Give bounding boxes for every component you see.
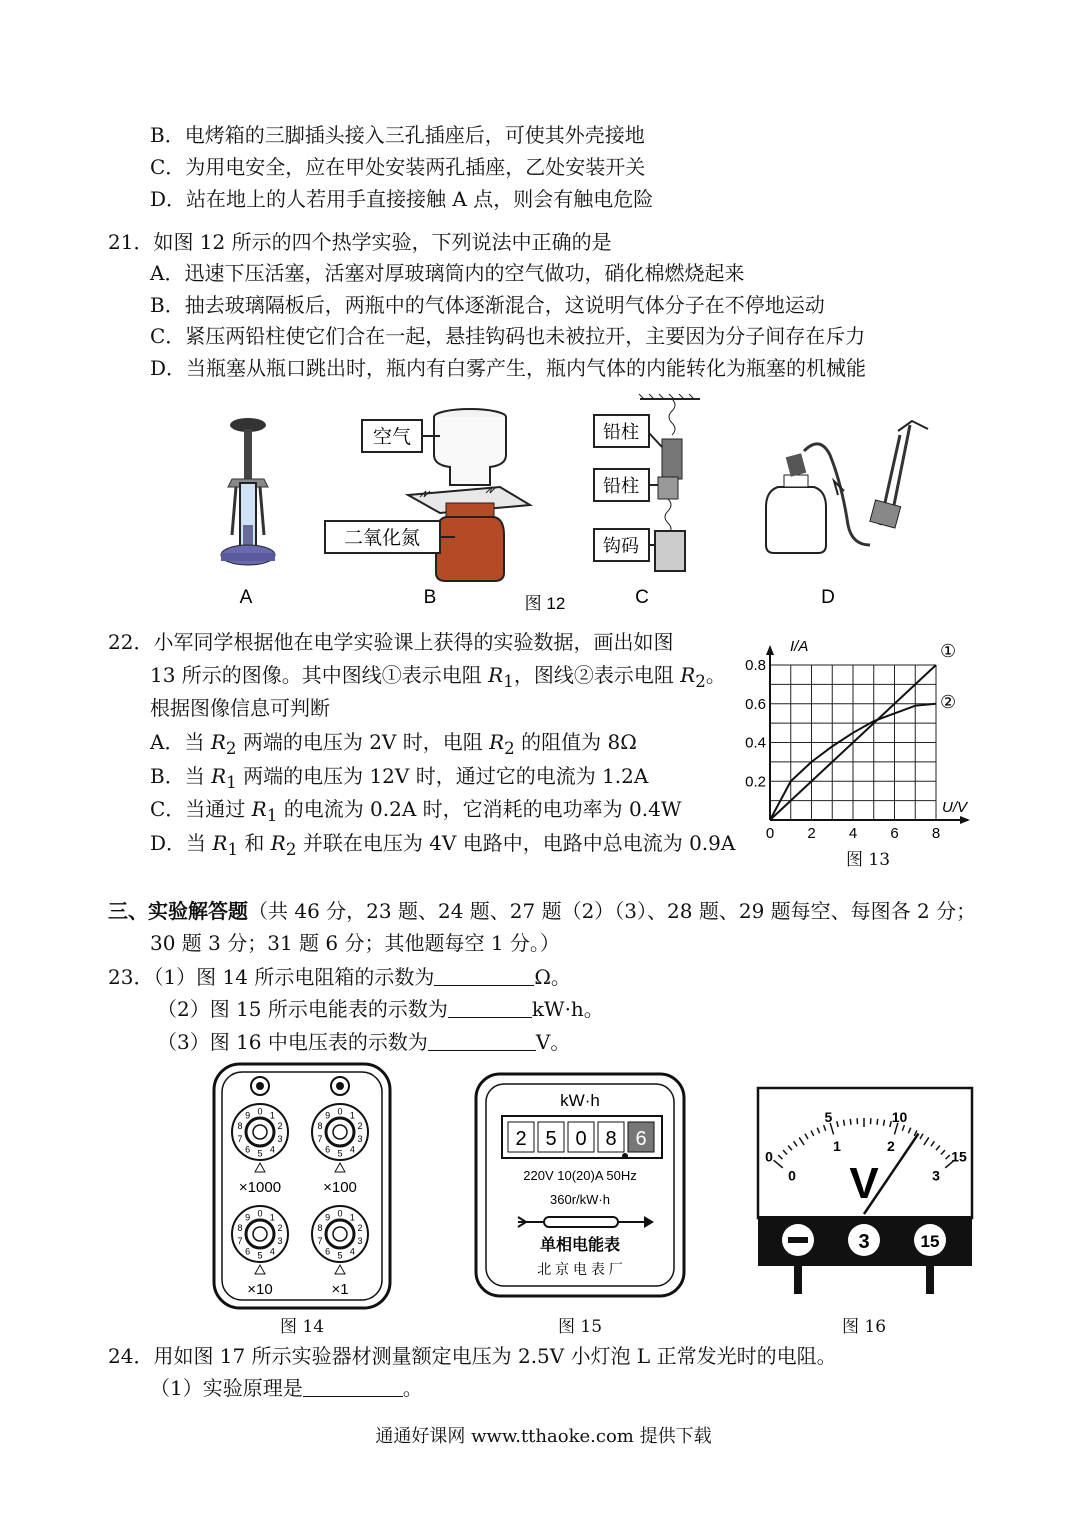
section3-desc1: （共 46 分，23 题、24 题、27 题（2）（3）、28 题、29 题每空、每图各 2 分；: [248, 899, 977, 923]
section3-title: 三、实验解答题: [108, 899, 248, 923]
y-tick-label: 0.6: [745, 695, 766, 713]
knob-digit: 5: [337, 1250, 343, 1261]
figure-14-resistance-box: [212, 1062, 392, 1312]
knob-digit: 9: [245, 1212, 251, 1223]
knob-digit: 7: [317, 1133, 323, 1144]
fig16-caption: 图 16: [841, 1317, 887, 1337]
figure-12: [0, 395, 1087, 620]
knob-digit: 2: [357, 1121, 363, 1132]
knob-digit: 8: [237, 1223, 243, 1234]
x-tick-label: 8: [931, 825, 941, 842]
knob-digit: 0: [337, 1106, 343, 1117]
knob-digit: 5: [337, 1148, 343, 1159]
meter-maker: 北 京 电 表 厂: [537, 1261, 623, 1277]
meter-digit-decimal: 6: [635, 1128, 647, 1150]
mult-1: ×1: [331, 1281, 349, 1298]
q21-option-d: D．当瓶塞从瓶口跳出时，瓶内有白雾产生，瓶内气体的内能转化为瓶塞的机械能: [150, 356, 867, 380]
knob-digit: 8: [317, 1223, 323, 1234]
series-label-1: ①: [940, 641, 957, 661]
knob-digit: 6: [325, 1246, 331, 1257]
knob-digit: 9: [245, 1110, 251, 1121]
fig14-caption: 图 14: [279, 1317, 325, 1337]
scale-label-3v: 0: [788, 1167, 796, 1184]
mult-100: ×100: [323, 1179, 357, 1196]
meter-rev: 360r/kW·h: [550, 1192, 610, 1207]
x-tick-label: 2: [807, 825, 816, 842]
q22-option-c: C．当通过 $R_1$ 的电流为 0.2A 时，它消耗的电功率为 0.4W: [150, 797, 682, 825]
fig13-caption: 图 13: [845, 850, 891, 870]
fig12-label-b: B: [423, 587, 437, 608]
scale-label-3v: 3: [932, 1167, 940, 1184]
section3-header: [108, 897, 976, 925]
q23-answer-blank-2[interactable]: [448, 997, 532, 1018]
scale-label-15v: 10: [891, 1109, 908, 1126]
q23-answer-blank-3[interactable]: [428, 1030, 536, 1051]
y-tick-label: 0.8: [745, 657, 766, 674]
q21-option-c: C．紧压两铅柱使它们合在一起，悬挂钩码也未被拉开，主要因为分子间存在斥力: [150, 324, 866, 348]
q23-part1: 23．（1）图 14 所示电阻箱的示数为 Ω。: [108, 965, 571, 989]
figure-13-chart: [745, 628, 988, 868]
figure-16-voltmeter: [754, 1086, 976, 1298]
knob-digit: 7: [237, 1133, 243, 1144]
knob-digit: 3: [277, 1133, 283, 1144]
knob-digit: 7: [317, 1235, 323, 1246]
lead-cylinders-illustration: [594, 394, 700, 571]
q22-stem-line2: 13 所示的图像。其中图线①表示电阻 $R_1$，图线②表示电阻 $R_2$。: [150, 663, 726, 691]
knob-digit: 5: [257, 1250, 263, 1261]
x-tick-label: 6: [890, 825, 899, 842]
x-axis-arrow: [960, 816, 970, 824]
knob-digit: 6: [245, 1144, 251, 1155]
fig12c-weight-label: 钩码: [603, 536, 639, 556]
x-axis-label: U/V: [942, 799, 968, 816]
q23-part2: （2）图 15 所示电能表的示数为 kW·h。: [157, 997, 604, 1021]
section3-desc2: 30 题 3 分；31 题 6 分；其他题每空 1 分。）: [150, 931, 560, 955]
q24-part1: （1）实验原理是 。: [150, 1376, 423, 1400]
q20-option-c: C．为用电安全，应在甲处安装两孔插座，乙处安装开关: [150, 155, 646, 179]
knob-digit: 6: [245, 1246, 251, 1257]
chart-axes: [766, 645, 970, 824]
q22-option-a: A．当 $R_2$ 两端的电压为 2V 时，电阻 $R_2$ 的阻值为 8Ω: [150, 730, 637, 758]
knob-digit: 2: [277, 1223, 283, 1234]
knob-digit: 1: [269, 1212, 275, 1223]
q22-stem-line1: 22．小军同学根据他在电学实验课上获得的实验数据，画出如图: [108, 630, 674, 654]
knob-digit: 7: [237, 1235, 243, 1246]
meter-digit-2: 5: [545, 1128, 557, 1150]
y-axis-arrow: [766, 645, 774, 655]
knob-digit: 2: [357, 1223, 363, 1234]
fire-syringe-illustration: [221, 418, 275, 565]
q22-stem-line3: 根据图像信息可判断: [150, 696, 330, 720]
q21-stem: 21．如图 12 所示的四个热学实验，下列说法中正确的是: [108, 230, 612, 254]
fig12-label-a: A: [239, 587, 253, 608]
knob-digit: 1: [269, 1110, 275, 1121]
diffusion-bottles-illustration: [325, 409, 530, 581]
q23-part3: （3）图 16 中电压表的示数为 V。: [157, 1030, 571, 1054]
knob-digit: 1: [349, 1110, 355, 1121]
terminal-3-label: 3: [858, 1231, 870, 1253]
knob-digit: 8: [317, 1121, 323, 1132]
mult-1000: ×1000: [238, 1179, 282, 1196]
scale-tick: [844, 1120, 845, 1126]
scale-tick: [850, 1119, 851, 1125]
x-tick-label: 0: [765, 825, 775, 842]
q21-option-a: A．迅速下压活塞，活塞对厚玻璃筒内的空气做功，硝化棉燃烧起来: [150, 261, 745, 285]
meter-digit-3: 0: [575, 1128, 587, 1150]
knob-digit: 0: [257, 1208, 263, 1219]
knob-digit: 9: [325, 1212, 331, 1223]
fig12b-air-label: 空气: [372, 427, 412, 448]
scale-tick: [883, 1120, 884, 1126]
y-tick-label: 0.4: [745, 734, 766, 752]
page-footer: 通通好课网 www.tthaoke.com 提供下载: [375, 1426, 712, 1447]
bottle-pump-illustration: [766, 421, 928, 553]
knob-digit: 6: [325, 1144, 331, 1155]
scale-label-3v: 2: [887, 1137, 895, 1154]
fig12b-no2-label: 二氧化氮: [343, 528, 421, 549]
knob-digit: 5: [257, 1148, 263, 1159]
fig12-caption: 图 12: [524, 594, 566, 613]
fig15-caption: 图 15: [557, 1317, 603, 1337]
q20-option-b: B．电烤箱的三脚插头接入三孔插座后，可使其外壳接地: [150, 123, 645, 147]
meter-unit: kW·h: [560, 1091, 600, 1110]
knob-digit: 1: [349, 1212, 355, 1223]
knob-digit: 0: [337, 1208, 343, 1219]
knob-digit: 0: [257, 1106, 263, 1117]
q24-stem: 24．用如图 17 所示实验器材测量额定电压为 2.5V 小灯泡 L 正常发光时的电阻。: [108, 1344, 837, 1368]
fig12-label-c: C: [635, 587, 649, 608]
knob-digit: 3: [357, 1133, 363, 1144]
y-tick-label: 0.2: [745, 773, 766, 791]
fig12-label-d: D: [821, 587, 835, 608]
q22-option-b: B．当 $R_1$ 两端的电压为 12V 时，通过它的电流为 1.2A: [150, 764, 649, 792]
q21-option-b: B．抽去玻璃隔板后，两瓶中的气体逐渐混合，这说明气体分子在不停地运动: [150, 293, 825, 317]
knob-digit: 3: [277, 1235, 283, 1246]
knob-digit: 4: [349, 1144, 355, 1155]
mult-10: ×10: [247, 1281, 273, 1298]
meter-specs: 220V 10(20)A 50Hz: [523, 1168, 637, 1183]
fig12c-lead1-label: 铅柱: [603, 422, 639, 442]
series-label-2: ②: [940, 691, 957, 712]
knob-digit: 4: [349, 1246, 355, 1257]
x-tick-label: 4: [848, 825, 858, 842]
fig12c-lead2-label: 铅柱: [603, 476, 639, 496]
q22-option-d: D．当 $R_1$ 和 $R_2$ 并联在电压为 4V 电路中，电路中总电流为 0.9A: [150, 831, 736, 859]
y-axis-label: I/A: [790, 638, 809, 655]
meter-digit-1: 2: [515, 1128, 527, 1150]
knob-digit: 3: [357, 1235, 363, 1246]
meter-name: 单相电能表: [539, 1237, 621, 1254]
knob-digit: 8: [237, 1121, 243, 1132]
q20-option-d: D．站在地上的人若用手直接接触 A 点，则会有触电危险: [150, 187, 654, 211]
knob-digit: 4: [269, 1246, 275, 1257]
scale-label-15v: 0: [765, 1148, 773, 1165]
scale-tick: [877, 1119, 878, 1125]
voltmeter-symbol: V: [849, 1159, 879, 1208]
figure-15-energy-meter: [474, 1072, 686, 1298]
meter-digit-4: 8: [605, 1128, 617, 1150]
scale-label-3v: 1: [833, 1137, 841, 1154]
q24-answer-blank-1[interactable]: [303, 1376, 403, 1397]
q23-answer-blank-1[interactable]: [434, 965, 534, 986]
scale-label-15v: 15: [951, 1148, 967, 1165]
terminal-15-label: 15: [920, 1232, 940, 1251]
knob-digit: 9: [325, 1110, 331, 1121]
knob-digit: 4: [269, 1144, 275, 1155]
knob-digit: 2: [277, 1121, 283, 1132]
scale-label-15v: 5: [824, 1109, 833, 1126]
